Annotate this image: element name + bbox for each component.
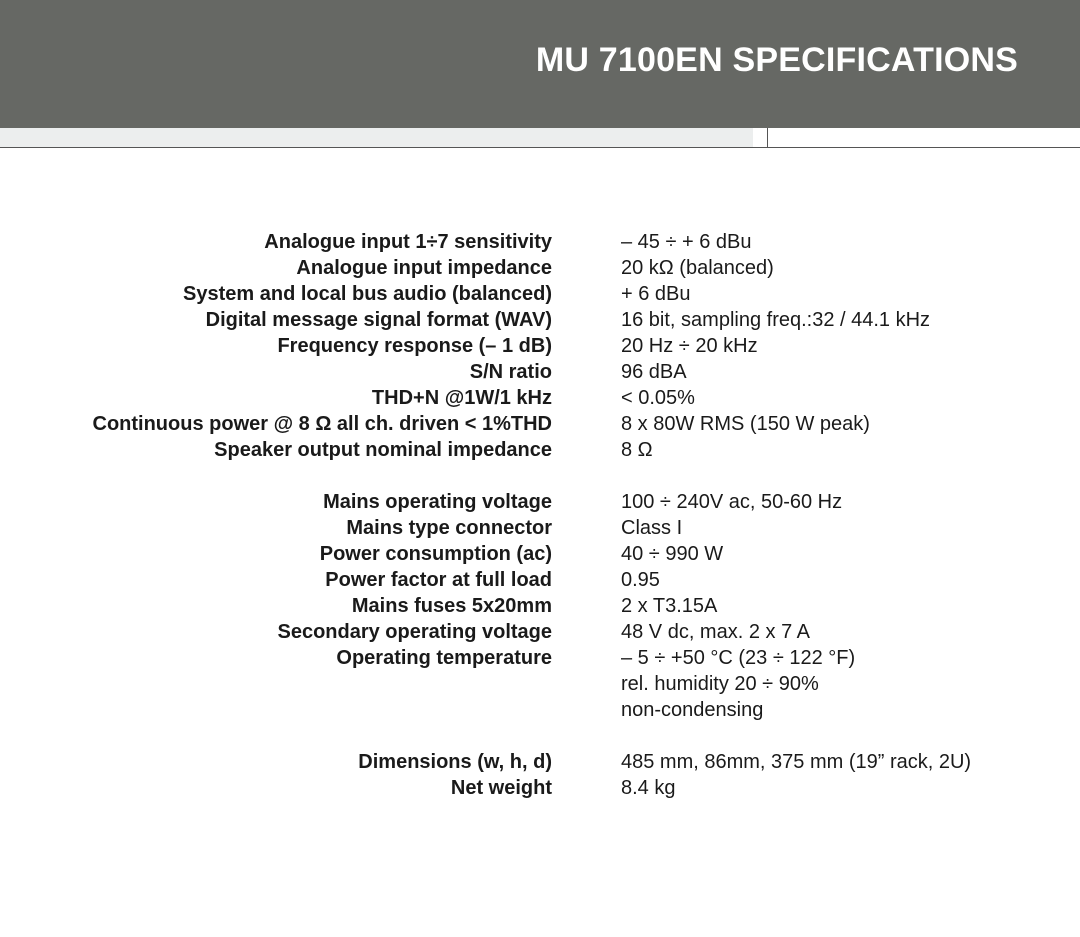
spec-label: Analogue input impedance bbox=[296, 257, 552, 279]
spec-value: 8 Ω bbox=[621, 439, 653, 461]
spec-row bbox=[0, 567, 1080, 593]
spec-row bbox=[0, 333, 1080, 359]
spec-label: Net weight bbox=[450, 777, 552, 799]
spec-row bbox=[0, 281, 1080, 307]
spec-label: Speaker output nominal impedance bbox=[214, 439, 552, 461]
page-title: MU 7100EN SPECIFICATIONS bbox=[535, 41, 1018, 79]
spec-label: Power factor at full load bbox=[325, 569, 552, 591]
spec-row bbox=[0, 619, 1080, 645]
page-header bbox=[0, 0, 1080, 128]
spec-value: 8 x 80W RMS (150 W peak) bbox=[621, 413, 870, 435]
spec-label: Mains operating voltage bbox=[323, 491, 552, 513]
spec-row bbox=[0, 697, 1080, 723]
spec-value: 96 dBA bbox=[621, 361, 687, 383]
spec-row bbox=[0, 515, 1080, 541]
spec-value: – 5 ÷ +50 °C (23 ÷ 122 °F) bbox=[621, 647, 856, 669]
spec-row bbox=[0, 385, 1080, 411]
spec-row bbox=[0, 255, 1080, 281]
spec-value: Class I bbox=[621, 517, 683, 539]
spec-row bbox=[0, 437, 1080, 463]
spec-label: Dimensions (w, h, d) bbox=[358, 751, 552, 773]
spec-value: 100 ÷ 240V ac, 50-60 Hz bbox=[621, 491, 843, 513]
spec-row bbox=[0, 671, 1080, 697]
header-band bbox=[0, 128, 753, 147]
spec-value: 0.95 bbox=[621, 569, 660, 591]
spec-spacer bbox=[0, 463, 1080, 489]
spec-label: Digital message signal format (WAV) bbox=[205, 309, 552, 331]
spec-row bbox=[0, 359, 1080, 385]
spec-value: + 6 dBu bbox=[621, 283, 691, 305]
spec-value: non-condensing bbox=[621, 699, 764, 721]
spec-label: Power consumption (ac) bbox=[319, 543, 552, 565]
header-rule bbox=[0, 147, 1080, 148]
spec-value: 485 mm, 86mm, 375 mm (19” rack, 2U) bbox=[621, 751, 972, 773]
spec-label: System and local bus audio (balanced) bbox=[183, 283, 552, 305]
spec-row bbox=[0, 775, 1080, 801]
spec-value: 16 bit, sampling freq.:32 / 44.1 kHz bbox=[621, 309, 931, 331]
spec-row bbox=[0, 411, 1080, 437]
spec-label: Frequency response (– 1 dB) bbox=[277, 335, 552, 357]
spec-row bbox=[0, 229, 1080, 255]
spec-row bbox=[0, 307, 1080, 333]
spec-row bbox=[0, 593, 1080, 619]
spec-label: Continuous power @ 8 Ω all ch. driven < 1%THD bbox=[92, 413, 552, 435]
spec-value: – 45 ÷ + 6 dBu bbox=[621, 231, 752, 253]
spec-value: 48 V dc, max. 2 x 7 A bbox=[621, 621, 810, 643]
spec-label: THD+N @1W/1 kHz bbox=[371, 387, 552, 409]
spec-value: 20 Hz ÷ 20 kHz bbox=[621, 335, 758, 357]
spec-label: Mains fuses 5x20mm bbox=[351, 595, 552, 617]
spec-row bbox=[0, 489, 1080, 515]
spec-label: Operating temperature bbox=[336, 647, 552, 669]
spec-row bbox=[0, 749, 1080, 775]
spec-label: Mains type connector bbox=[346, 517, 552, 539]
spec-value: < 0.05% bbox=[621, 387, 695, 409]
spec-value: rel. humidity 20 ÷ 90% bbox=[621, 673, 819, 695]
spec-label: Analogue input 1÷7 sensitivity bbox=[264, 231, 552, 253]
spec-row bbox=[0, 645, 1080, 671]
spec-label: Secondary operating voltage bbox=[277, 621, 552, 643]
spec-spacer bbox=[0, 723, 1080, 749]
spec-row bbox=[0, 541, 1080, 567]
spec-value: 40 ÷ 990 W bbox=[621, 543, 724, 565]
specifications-list bbox=[0, 229, 1080, 801]
spec-label: S/N ratio bbox=[469, 361, 552, 383]
spec-value: 8.4 kg bbox=[621, 777, 676, 799]
spec-value: 2 x T3.15A bbox=[621, 595, 718, 617]
header-band-divider bbox=[767, 128, 768, 147]
spec-value: 20 kΩ (balanced) bbox=[621, 257, 774, 279]
